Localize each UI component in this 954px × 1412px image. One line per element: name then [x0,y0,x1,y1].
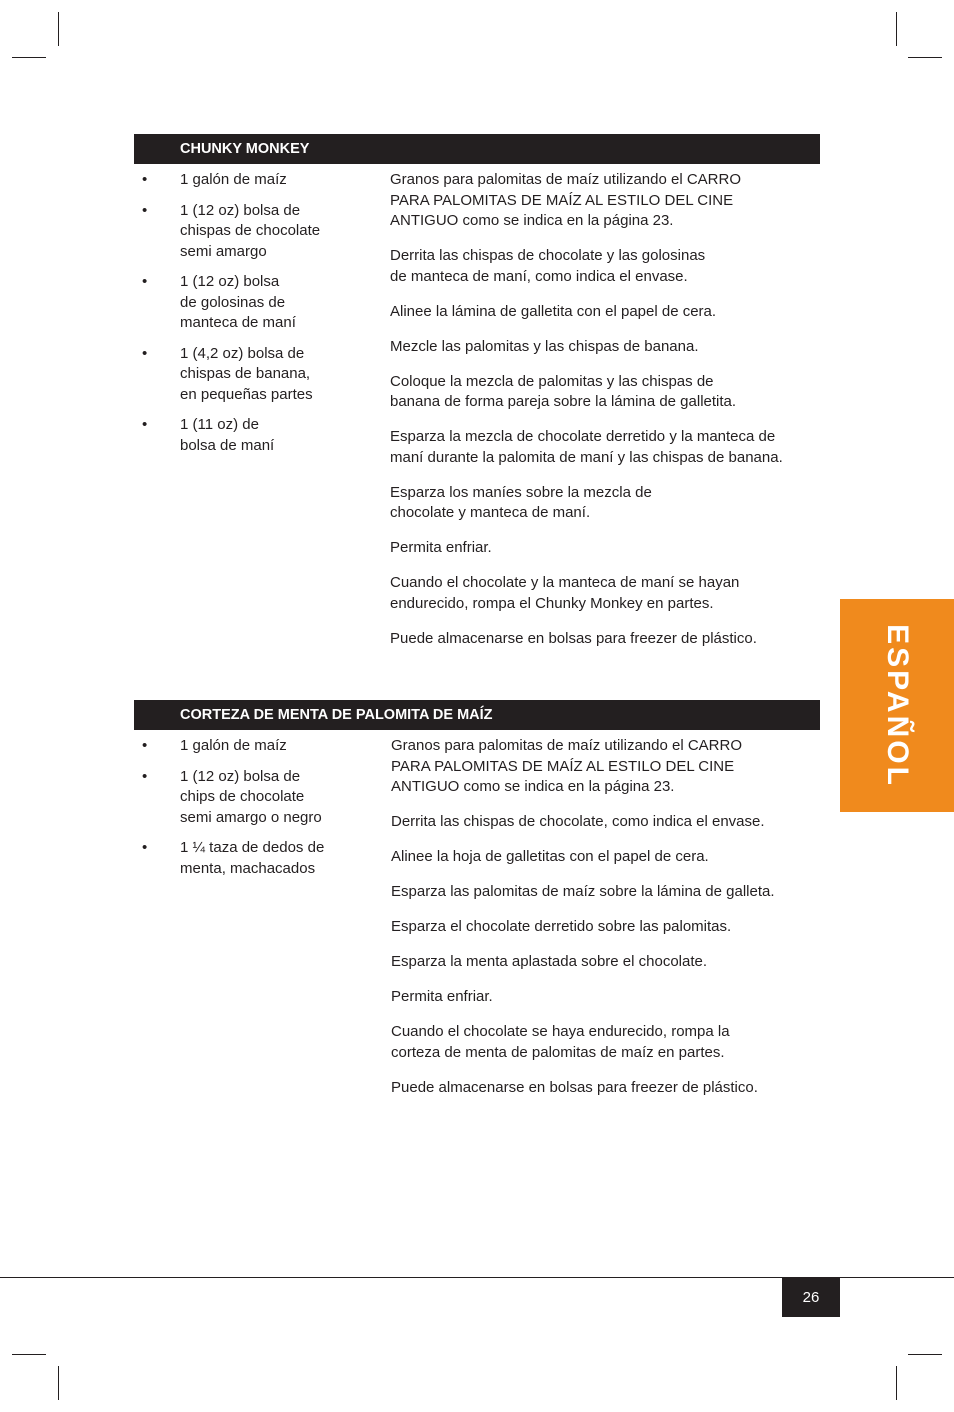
crop-mark [58,12,59,46]
instruction-step: Coloque la mezcla de palomitas y las chispas de banana de forma pareja sobre la lámina de galletita. [390,372,737,410]
list-item [134,767,364,829]
instruction-step: Cuando el chocolate y la manteca de maní se hayan endurecido, rompa el Chunky Monkey en partes. [390,574,740,612]
instruction-step: Granos para palomitas de maíz utilizando el CARRO PARA PALOMITAS DE MAÍZ AL ESTILO DEL CINE ANTIGUO como se indica en la página 23. [391,737,742,795]
instruction-step: Derrita las chispas de chocolate, como indica el envase. [391,813,765,830]
bullet: • [142,344,148,362]
list-item [134,201,364,263]
bullet: • [142,273,148,290]
crop-mark [12,57,46,58]
ingredient-text: 1 ¼ taza de dedos de menta, machacados [180,839,325,877]
crop-mark [896,1366,897,1400]
instruction-step: Alinee la hoja de galletitas con el papel de cera. [391,848,709,865]
list-item [134,344,364,406]
bullet: • [142,767,148,785]
instruction-step: Granos para palomitas de maíz utilizando el CARRO PARA PALOMITAS DE MAÍZ AL ESTILO DEL CINE ANTIGUO como se indica en la página 23. [390,171,741,229]
ingredient-text: 1 (12 oz) bolsa de chips de chocolate semi amargo o negro [180,767,322,826]
list-item [134,838,364,879]
list-item [134,415,364,456]
ingredient-text: 1 (12 oz) bolsa de chispas de chocolate semi amargo [180,201,321,260]
list-item [134,272,364,334]
instruction-step: Puede almacenarse en bolsas para freezer de plástico. [391,1078,758,1096]
ingredient-text: 1 (11 oz) de bolsa de maní [180,416,275,454]
bullet: • [142,416,148,433]
list-item [134,736,364,757]
crop-mark [908,57,942,58]
crop-mark [12,1354,46,1355]
instruction-step: Permita enfriar. [390,539,492,556]
ingredient-text: 1 galón de maíz [180,171,287,188]
page-number: 26 [782,1278,840,1317]
instruction-step: Esparza la menta aplastada sobre el chocolate. [391,953,708,970]
language-tab-label: ESPAÑOL [881,623,914,788]
crop-mark [58,1366,59,1400]
bullet: • [142,839,148,856]
instruction-step: Esparza los maníes sobre la mezcla de chocolate y manteca de maní. [390,483,652,521]
instruction-step: Permita enfriar. [391,988,493,1005]
bullet: • [142,171,148,188]
instruction-step: Alinee la lámina de galletita con el papel de cera. [390,302,717,320]
bullet: • [142,737,148,754]
ingredient-text: 1 (12 oz) bolsa de golosinas de manteca de maní [180,273,296,331]
ingredient-text: 1 galón de maíz [180,737,287,754]
instruction-step: Esparza las palomitas de maíz sobre la lámina de galleta. [391,883,775,900]
ingredient-text: 1 (4,2 oz) bolsa de chispas de banana, en pequeñas partes [180,344,313,403]
recipe-title: CHUNKY MONKEY [134,134,820,164]
instruction-list [390,170,830,664]
ingredient-list [134,170,364,466]
bullet: • [142,201,148,219]
instruction-step: Mezcle las palomitas y las chispas de banana. [390,337,699,355]
recipe-title: CORTEZA DE MENTA DE PALOMITA DE MAÍZ [134,700,820,730]
instruction-step: Esparza la mezcla de chocolate derretido y la manteca de maní durante la palomita de maní y las chispas de banana. [390,428,783,466]
instruction-step: Cuando el chocolate se haya endurecido, rompa la corteza de menta de palomitas de maíz en partes. [391,1023,730,1061]
ingredient-list [134,736,364,889]
list-item [134,170,364,191]
crop-mark [908,1354,942,1355]
crop-mark [896,12,897,46]
instruction-step: Esparza el chocolate derretido sobre las palomitas. [391,918,732,935]
language-tab [840,599,954,812]
instruction-list [391,736,831,1113]
instruction-step: Puede almacenarse en bolsas para freezer de plástico. [390,629,757,647]
instruction-step: Derrita las chispas de chocolate y las golosinas de manteca de maní, como indica el envase. [390,247,706,285]
